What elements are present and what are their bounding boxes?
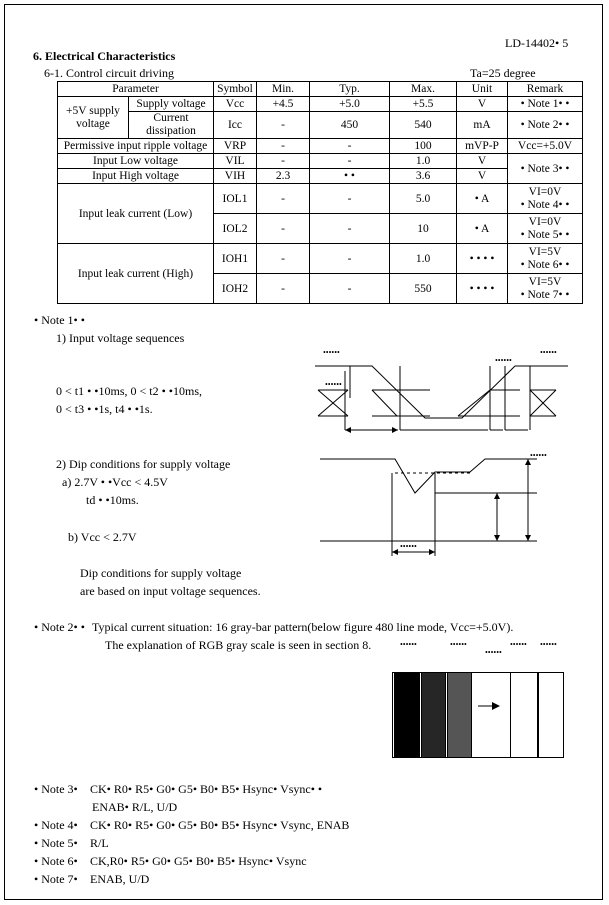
- cell-symbol: IOL1: [214, 184, 257, 214]
- sequence-line-2: 0 < t3 • •1s, t4 • •1s.: [56, 402, 153, 416]
- cell-unit: V: [457, 169, 508, 184]
- remark-line: VI=0V: [528, 215, 562, 228]
- cell-unit: • A: [457, 184, 508, 214]
- cell-symbol: VRP: [214, 139, 257, 154]
- note3-text: CK• R0• R5• G0• G5• B0• B5• Hsync• Vsync• •: [90, 782, 323, 796]
- remark-line: VI=0V: [528, 185, 562, 198]
- gray-bar-2: [421, 672, 446, 758]
- gray-bar-white-1: [510, 672, 538, 758]
- cell-typ: -: [310, 244, 390, 274]
- cell-typ: -: [310, 214, 390, 244]
- note6-text: CK,R0• R5• G0• G5• B0• B5• Hsync• Vsync: [90, 854, 307, 868]
- remark-line: • Note 7• •: [520, 288, 570, 301]
- diagram-dots: ••••••: [540, 348, 557, 357]
- dip-note-2: are based on input voltage sequences.: [80, 584, 261, 598]
- header-symbol: Symbol: [214, 82, 257, 97]
- cell-param: Permissive input ripple voltage: [58, 139, 214, 154]
- note6-label: • Note 6•: [34, 854, 78, 868]
- cell-param: Input leak current (Low): [58, 184, 214, 244]
- remark-line: • Note 6• •: [520, 258, 570, 271]
- note5-text: R/L: [90, 836, 109, 850]
- dip-td: td • •10ms.: [86, 493, 139, 507]
- remark-line: • Note 5• •: [520, 228, 570, 241]
- header-typ: Typ.: [310, 82, 390, 97]
- cell-param: Input High voltage: [58, 169, 214, 184]
- sequence-line-1: 0 < t1 • •10ms, 0 < t2 • •10ms,: [56, 384, 203, 398]
- cell-symbol: IOH2: [214, 274, 257, 304]
- cell-typ: -: [310, 154, 390, 169]
- cell-min: -: [257, 244, 310, 274]
- cell-unit: mA: [457, 112, 508, 139]
- cell-param: Input leak current (High): [58, 244, 214, 304]
- document-id: LD-14402• 5: [505, 36, 569, 50]
- cell-symbol: Vcc: [214, 97, 257, 112]
- gray-bar-white-2: [538, 672, 564, 758]
- cell-min: 2.3: [257, 169, 310, 184]
- cell-max: 100: [390, 139, 457, 154]
- gray-bar-dots: ••••••: [485, 648, 502, 657]
- gray-bar-dots: ••••••: [450, 640, 467, 649]
- header-unit: Unit: [457, 82, 508, 97]
- note4-label: • Note 4•: [34, 818, 78, 832]
- cell-min: -: [257, 184, 310, 214]
- header-max: Max.: [390, 82, 457, 97]
- cell-max: 3.6: [390, 169, 457, 184]
- note3-label: • Note 3•: [34, 782, 78, 796]
- cell-typ: +5.0: [310, 97, 390, 112]
- cell-unit: mVP-P: [457, 139, 508, 154]
- dip-b: b) Vcc < 2.7V: [68, 530, 137, 544]
- diagram-dots: ••••••: [323, 348, 340, 357]
- cell-min: -: [257, 139, 310, 154]
- cell-unit: • • • •: [457, 274, 508, 304]
- cell-remark: • Note 2• •: [508, 112, 583, 139]
- cell-param: Current dissipation: [129, 112, 214, 139]
- gray-bar-dots: ••••••: [540, 640, 557, 649]
- cell-max: 550: [390, 274, 457, 304]
- diagram-dots: ••••••: [530, 451, 547, 460]
- cell-max: 540: [390, 112, 457, 139]
- cell-remark: • Note 1• •: [508, 97, 583, 112]
- cell-min: -: [257, 154, 310, 169]
- gray-bar-3: [447, 672, 472, 758]
- cell-symbol: VIH: [214, 169, 257, 184]
- cell-max: 5.0: [390, 184, 457, 214]
- cell-min: -: [257, 214, 310, 244]
- dip-title: 2) Dip conditions for supply voltage: [56, 457, 231, 471]
- cell-param: Input Low voltage: [58, 154, 214, 169]
- cell-min: +4.5: [257, 97, 310, 112]
- dip-note-1: Dip conditions for supply voltage: [80, 566, 242, 580]
- cell-min: -: [257, 112, 310, 139]
- cell-max: 10: [390, 214, 457, 244]
- note7-label: • Note 7•: [34, 872, 78, 886]
- note5-label: • Note 5•: [34, 836, 78, 850]
- section-title: 6. Electrical Characteristics: [33, 49, 176, 63]
- cell-unit: • • • •: [457, 244, 508, 274]
- group-supply: +5V supply voltage: [58, 97, 129, 139]
- cell-typ: -: [310, 274, 390, 304]
- note4-text: CK• R0• R5• G0• G5• B0• B5• Hsync• Vsync, ENAB: [90, 818, 350, 832]
- cell-typ: 450: [310, 112, 390, 139]
- cell-symbol: VIL: [214, 154, 257, 169]
- note3-text-cont: ENAB• R/L, U/D: [92, 800, 178, 814]
- note1-title: • Note 1• •: [34, 313, 85, 327]
- diagram-dots: ••••••: [495, 356, 512, 365]
- cell-typ: -: [310, 139, 390, 154]
- cell-unit: • A: [457, 214, 508, 244]
- remark-line: • Note 4• •: [520, 198, 570, 211]
- cell-symbol: Icc: [214, 112, 257, 139]
- cell-max: 1.0: [390, 154, 457, 169]
- cell-unit: V: [457, 97, 508, 112]
- sequence-title: 1) Input voltage sequences: [56, 331, 185, 345]
- cell-typ: • •: [310, 169, 390, 184]
- diagram-dots: ••••••: [325, 380, 342, 389]
- section-subtitle: 6-1. Control circuit driving: [44, 66, 174, 80]
- remark-line: VI=5V: [528, 245, 562, 258]
- gray-bar-dots: ••••••: [400, 640, 417, 649]
- dip-a: a) 2.7V • •Vcc < 4.5V: [62, 475, 168, 489]
- header-min: Min.: [257, 82, 310, 97]
- temperature-condition: Ta=25 degree: [470, 66, 536, 80]
- cell-remark: • Note 3• •: [508, 154, 583, 184]
- note2-text-2: The explanation of RGB gray scale is seen in section 8.: [105, 638, 372, 652]
- remark-line: VI=5V: [528, 275, 562, 288]
- gray-bar-dots: ••••••: [510, 640, 527, 649]
- cell-symbol: IOH1: [214, 244, 257, 274]
- gray-bar-1: [394, 672, 420, 758]
- cell-typ: -: [310, 184, 390, 214]
- header-remark: Remark: [508, 82, 583, 97]
- cell-max: 1.0: [390, 244, 457, 274]
- cell-remark: Vcc=+5.0V: [508, 139, 583, 154]
- cell-min: -: [257, 274, 310, 304]
- note7-text: ENAB, U/D: [90, 872, 150, 886]
- cell-symbol: IOL2: [214, 214, 257, 244]
- cell-max: +5.5: [390, 97, 457, 112]
- note2-title: • Note 2• •: [34, 620, 85, 634]
- diagram-dots: ••••••: [400, 542, 417, 551]
- note2-text-1: Typical current situation: 16 gray-bar pattern(below figure 480 line mode, Vcc=+5.0V).: [92, 620, 514, 634]
- cell-param: Supply voltage: [129, 97, 214, 112]
- cell-unit: V: [457, 154, 508, 169]
- header-parameter: Parameter: [58, 82, 214, 97]
